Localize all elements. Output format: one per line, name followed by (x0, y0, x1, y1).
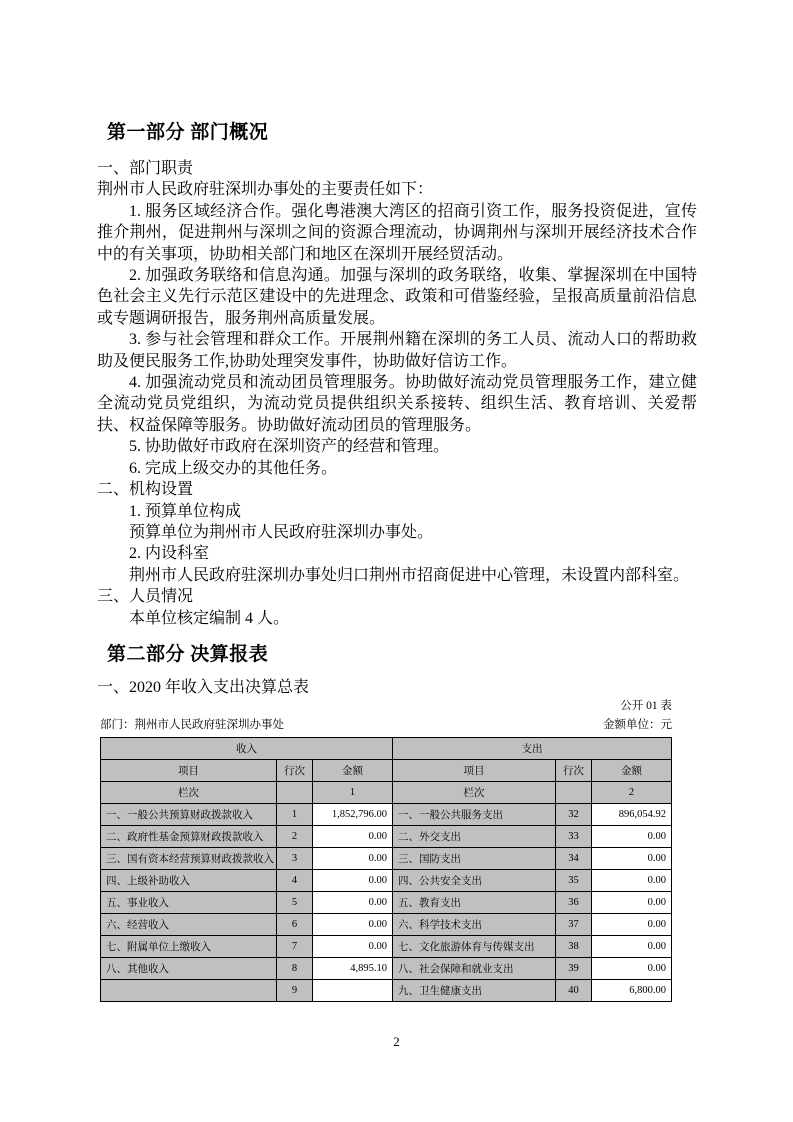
table-row (101, 803, 672, 825)
income-item-cell: 八、其他收入 (101, 957, 277, 979)
expense-line-cell: 36 (556, 891, 592, 913)
expense-item-cell: 六、科学技术支出 (393, 913, 556, 935)
doc-paragraph: 1. 预算单位构成 (129, 502, 242, 520)
income-amount-cell: 0.00 (313, 913, 393, 935)
expense-section-header: 支出 (393, 737, 672, 759)
income-line-cell: 5 (277, 891, 313, 913)
expense-column-index-cell: 2 (592, 781, 672, 803)
income-line-cell: 2 (277, 825, 313, 847)
doc-paragraph: 2. 内设科室 (129, 545, 210, 563)
expense-amount-cell: 0.00 (592, 891, 672, 913)
income-line-cell: 9 (277, 979, 313, 1001)
income-line-cell: 1 (277, 803, 313, 825)
table-row (101, 979, 672, 1001)
expense-item-cell: 七、文化旅游体育与传媒支出 (393, 935, 556, 957)
expense-item-cell: 四、公共安全支出 (393, 869, 556, 891)
income-item-cell (101, 979, 277, 1001)
table-section-header-row (101, 737, 672, 759)
expense-item-cell: 一、一般公共服务支出 (393, 803, 556, 825)
income-amount-cell: 1,852,796.00 (313, 803, 393, 825)
income-line-cell: 7 (277, 935, 313, 957)
table-tag-label: 公开 01 表 (620, 699, 672, 712)
doc-paragraph: 荆州市人民政府驻深圳办事处归口荆州市招商促进中心管理，未设置内部科室。 (129, 566, 690, 584)
income-amount-cell: 0.00 (313, 825, 393, 847)
income-line-cell: 8 (277, 957, 313, 979)
income-item-cell: 六、经营收入 (101, 913, 277, 935)
expense-line-cell: 34 (556, 847, 592, 869)
income-amount-cell: 0.00 (313, 935, 393, 957)
table-row (101, 957, 672, 979)
expense-amount-header-cell: 金额 (592, 759, 672, 781)
amount-unit-label: 金额单位：元 (603, 718, 672, 731)
doc-paragraph: 2. 加强政务联络和信息沟通。加强与深圳的政务联络，收集、掌握深圳在中国特色社会主义先行示范区建设中的先进理念、政策和可借鉴经验，呈报高质量前沿信息或专题调研报告，服务荆州高质量发展。 (97, 267, 697, 327)
doc-paragraph: 荆州市人民政府驻深圳办事处的主要责任如下： (97, 181, 434, 199)
income-item-cell: 四、上级补助收入 (101, 869, 277, 891)
expense-amount-cell: 0.00 (592, 825, 672, 847)
income-amount-cell (313, 979, 393, 1001)
income-item-cell: 三、国有资本经营预算财政拨款收入 (101, 847, 277, 869)
income-amount-cell: 0.00 (313, 847, 393, 869)
income-item-cell: 二、政府性基金预算财政拨款收入 (101, 825, 277, 847)
income-item-cell: 五、事业收入 (101, 891, 277, 913)
table-meta-row (100, 718, 672, 732)
expense-item-cell: 二、外交支出 (393, 825, 556, 847)
doc-paragraph: 1. 服务区域经济合作。强化粤港澳大湾区的招商引资工作，服务投资促进，宣传推介荆州，促进荆州与深圳之间的资源合理流动，协调荆州与深圳开展经济技术合作中的有关事项，协助相关部门和地区在深圳开展经贸活动。 (97, 202, 697, 263)
expense-item-cell: 三、国防支出 (393, 847, 556, 869)
income-section-header: 收入 (101, 737, 393, 759)
summary-table-block (100, 700, 672, 1002)
income-line-header-cell: 行次 (277, 759, 313, 781)
part2-heading: 第二部分 决算报表 (107, 643, 269, 665)
table-column-header-row (101, 759, 672, 781)
income-line-cell: 4 (277, 869, 313, 891)
expense-amount-cell: 0.00 (592, 869, 672, 891)
expense-amount-cell: 0.00 (592, 935, 672, 957)
doc-paragraph: 预算单位为荆州市人民政府驻深圳办事处。 (129, 523, 434, 541)
doc-paragraph: 6. 完成上级交办的其他任务。 (129, 459, 338, 477)
doc-paragraph: 4. 加强流动党员和流动团员管理服务。协助做好流动党员管理服务工作，建立健全流动党员党组织，为流动党员提供组织关系接转、组织生活、教育培训、关爱帮扶、权益保障等服务。协助做好流动团员的管理服务。 (97, 374, 697, 434)
section-heading: 一、部门职责 (97, 160, 194, 177)
doc-paragraph: 5. 协助做好市政府在深圳资产的经营和管理。 (129, 438, 450, 456)
part1-heading: 第一部分 部门概况 (107, 122, 269, 143)
income-item-cell: 七、附属单位上缴收入 (101, 935, 277, 957)
expense-line-cell: 39 (556, 957, 592, 979)
expense-item-header-cell: 项目 (393, 759, 556, 781)
page-number: 2 (393, 1034, 400, 1049)
income-column-index-cell: 1 (313, 781, 393, 803)
income-amount-cell: 0.00 (313, 891, 393, 913)
table-subtitle: 一、2020 年收入支出决算总表 (97, 678, 310, 696)
expense-line-cell: 35 (556, 869, 592, 891)
part1-body (97, 158, 697, 629)
income-line-cell: 3 (277, 847, 313, 869)
income-column-label-cell: 栏次 (101, 781, 277, 803)
expense-column-label-cell: 栏次 (393, 781, 556, 803)
table-column-index-row (101, 781, 672, 803)
expense-line-cell: 40 (556, 979, 592, 1001)
expense-line-cell: 33 (556, 825, 592, 847)
income-amount-cell: 4,895.10 (313, 957, 393, 979)
table-row (101, 869, 672, 891)
doc-paragraph: 本单位核定编制 4 人。 (129, 609, 290, 627)
table-row (101, 891, 672, 913)
doc-paragraph: 3. 参与社会管理和群众工作。开展荆州籍在深圳的务工人员、流动人口的帮助救助及便民服务工作,协助处理突发事件，协助做好信访工作。 (97, 331, 697, 370)
income-line-cell: 6 (277, 913, 313, 935)
summary-table (100, 737, 672, 1002)
income-column-blank-cell (277, 781, 313, 803)
expense-item-cell: 八、社会保障和就业支出 (393, 957, 556, 979)
table-row (101, 913, 672, 935)
expense-amount-cell: 896,054.92 (592, 803, 672, 825)
expense-amount-cell: 0.00 (592, 913, 672, 935)
department-label: 部门：荆州市人民政府驻深圳办事处 (100, 718, 284, 731)
expense-column-blank-cell (556, 781, 592, 803)
income-amount-cell: 0.00 (313, 869, 393, 891)
expense-line-cell: 37 (556, 913, 592, 935)
table-row (101, 825, 672, 847)
expense-item-cell: 五、教育支出 (393, 891, 556, 913)
income-item-header-cell: 项目 (101, 759, 277, 781)
expense-amount-cell: 0.00 (592, 847, 672, 869)
expense-line-header-cell: 行次 (556, 759, 592, 781)
table-row (101, 935, 672, 957)
income-amount-header-cell: 金额 (313, 759, 393, 781)
expense-line-cell: 32 (556, 803, 592, 825)
section-heading: 二、机构设置 (97, 481, 194, 499)
expense-amount-cell: 0.00 (592, 957, 672, 979)
expense-item-cell: 九、卫生健康支出 (393, 979, 556, 1001)
expense-line-cell: 38 (556, 935, 592, 957)
section-heading: 三、人员情况 (97, 588, 194, 606)
expense-amount-cell: 6,800.00 (592, 979, 672, 1001)
table-row (101, 847, 672, 869)
income-item-cell: 一、一般公共预算财政拨款收入 (101, 803, 277, 825)
